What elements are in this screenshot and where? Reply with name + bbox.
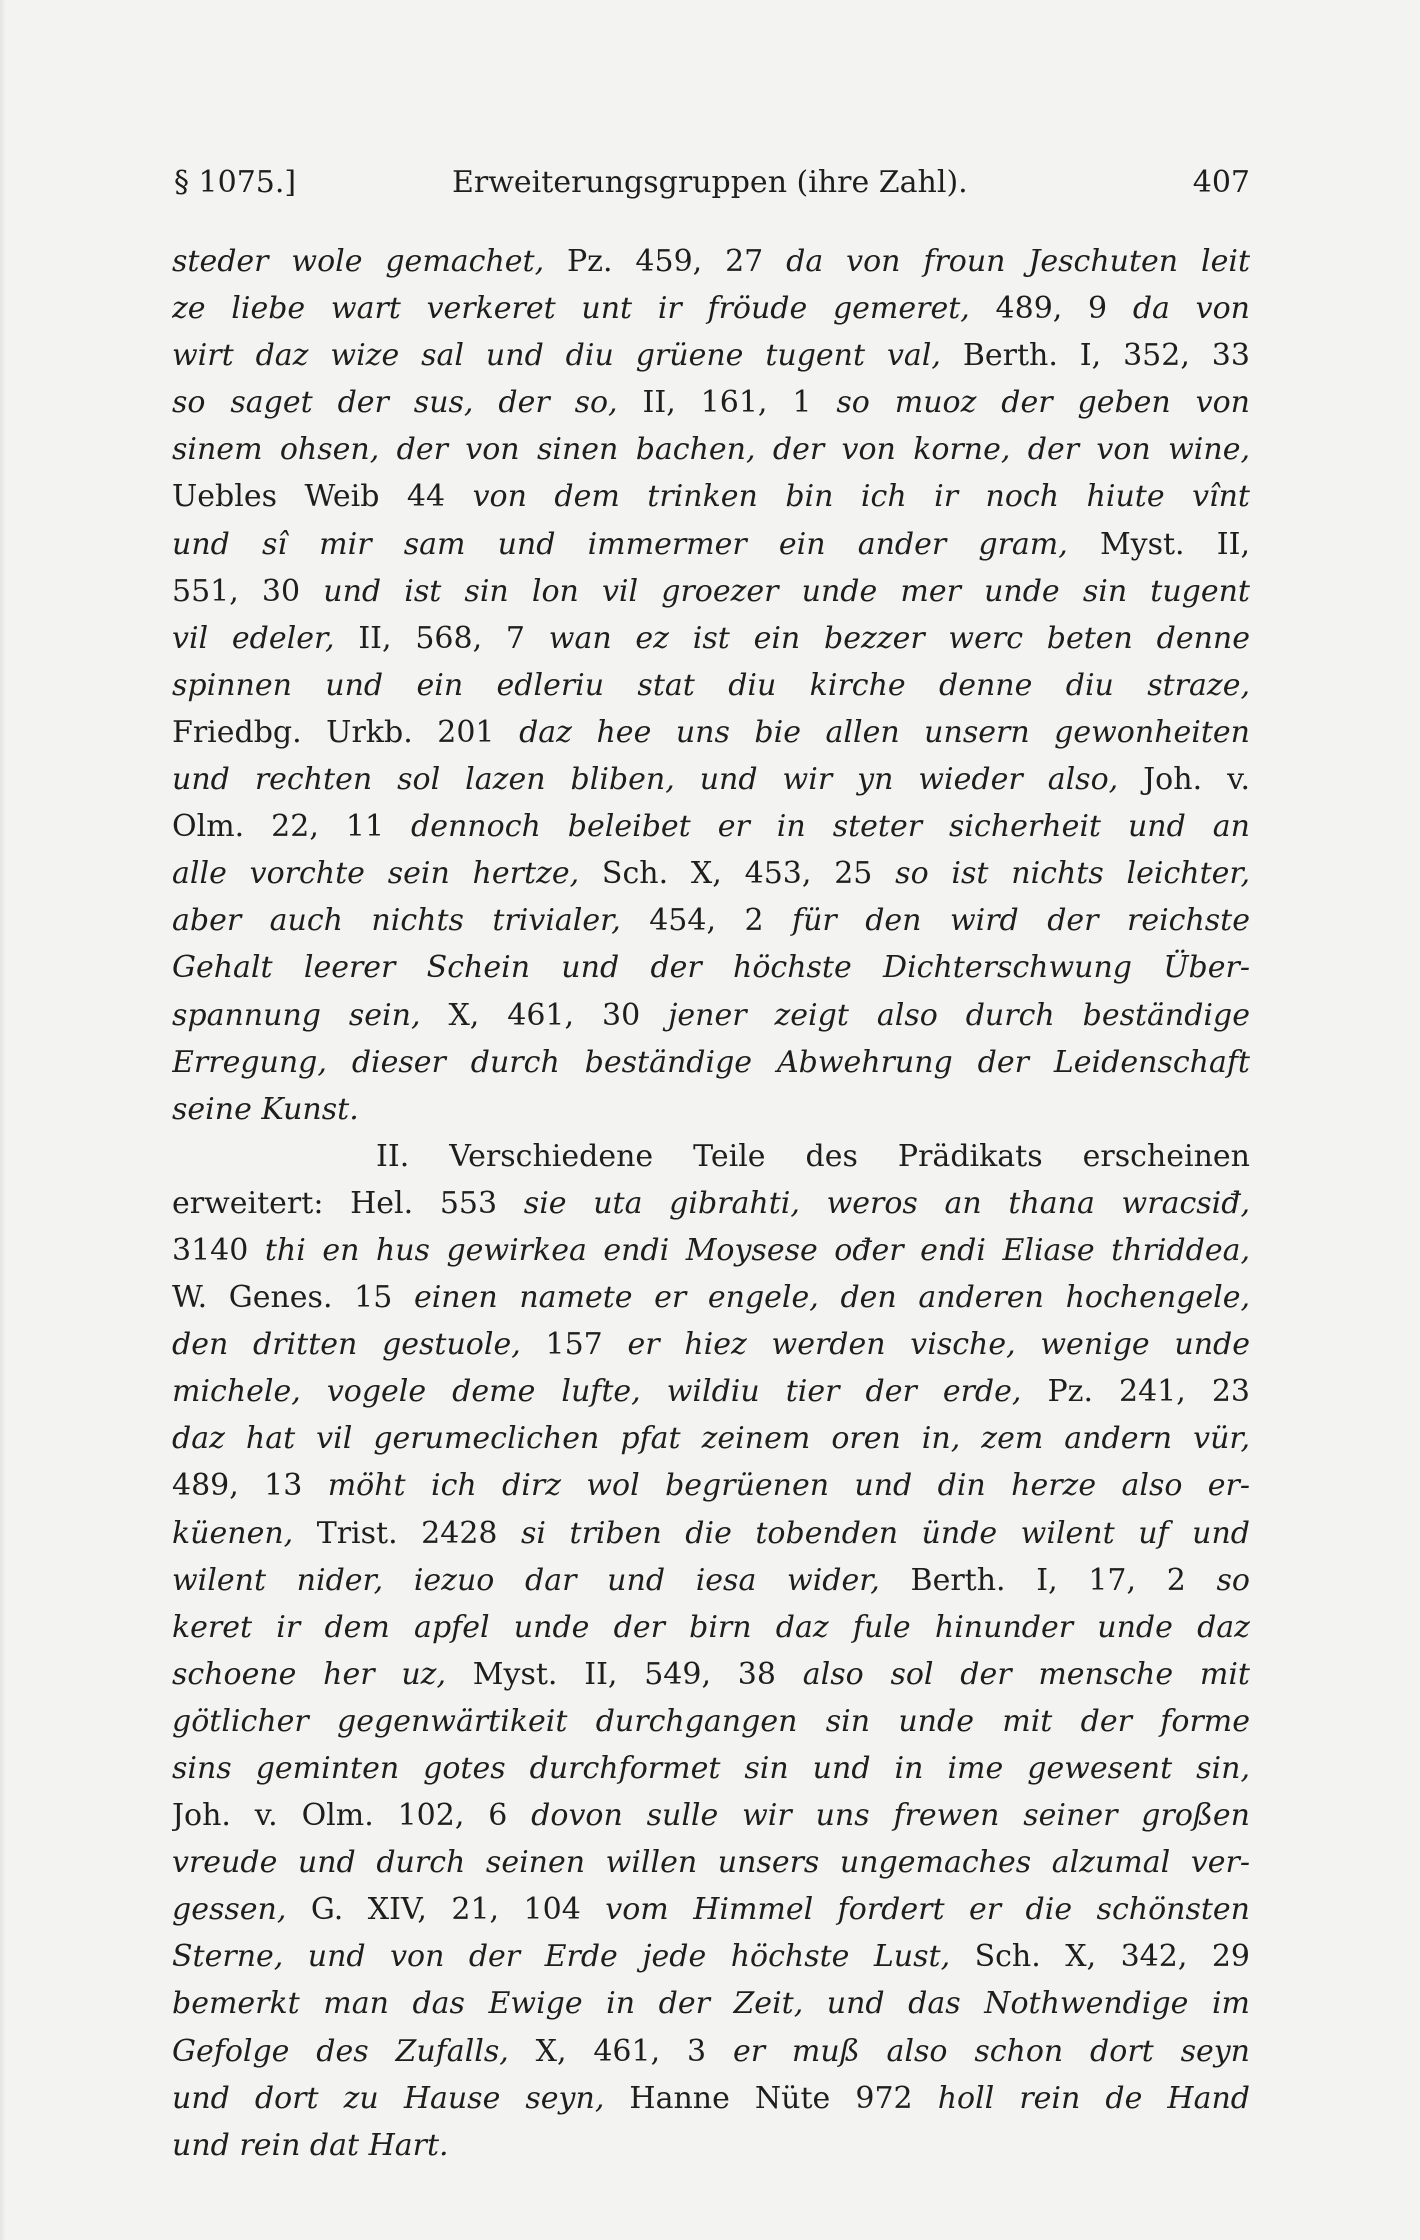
citation-text: 489, 9 (995, 291, 1133, 327)
quoted-text: da von (1132, 291, 1250, 327)
page-edge-shadow (0, 0, 6, 2240)
quoted-text: spinnen und ein edleriu stat diu kirche denne diu straze, (172, 667, 1250, 703)
text-line (172, 473, 1250, 520)
quoted-text: so (1216, 1562, 1250, 1598)
text-line (172, 1792, 1250, 1839)
quoted-text: so muoz der geben von (836, 385, 1250, 421)
quoted-text: und dort zu Hause seyn, (172, 2080, 630, 2116)
text-line (172, 1321, 1250, 1368)
text-line (172, 2122, 1250, 2169)
quoted-text: aber auch nichts trivialer, (172, 903, 650, 939)
text-line (172, 850, 1250, 897)
text-line (172, 944, 1250, 991)
quoted-text: also sol der mensche mit (802, 1656, 1250, 1692)
quoted-text: michele, vogele deme lufte, wildiu tier der erde, (172, 1374, 1048, 1410)
text-line (172, 1557, 1250, 1604)
quoted-text: wilent nider, iezuo dar und iesa wider, (172, 1562, 911, 1598)
text-line (172, 1745, 1250, 1792)
quoted-text: er hiez werden vische, wenige unde (627, 1327, 1250, 1363)
quoted-text: Gefolge des Zufalls, (172, 2033, 536, 2069)
quoted-text: si triben die tobenden ünde wilent uf und (521, 1515, 1250, 1551)
quoted-text: wan ez ist ein bezzer werc beten denne (548, 620, 1250, 656)
citation-text: 551, 30 (172, 573, 324, 609)
running-header (174, 163, 1250, 203)
quoted-text: spannung sein, (172, 997, 449, 1033)
citation-text: G. XIV, 21, 104 (310, 1892, 606, 1928)
section-reference: § 1075.] (174, 165, 297, 200)
quoted-text: so saget der sus, der so, (172, 385, 643, 421)
text-line (172, 1086, 1250, 1133)
quoted-text: schoene her uz, (172, 1656, 473, 1692)
citation-text: erweitert: Hel. 553 (172, 1185, 524, 1221)
citation-text: Berth. I, 17, 2 (910, 1562, 1217, 1598)
text-line (172, 1133, 1250, 1180)
quoted-text: und ist sin lon vil groezer unde mer unde sin tugent (323, 573, 1250, 609)
quoted-text: götlicher gegenwärtikeit durchgangen sin unde mit der forme (172, 1703, 1250, 1739)
text-line (172, 1227, 1250, 1274)
text-line (172, 615, 1250, 662)
citation-text: Hanne Nüte 972 (629, 2080, 938, 2116)
quoted-text: er muß also schon dort seyn (732, 2033, 1250, 2069)
quoted-text: dovon sulle wir uns frewen seiner großen (531, 1798, 1250, 1834)
citation-text: Joh. v. Olm. 102, 6 (172, 1798, 532, 1834)
quoted-text: da von froun Jeschuten leit (786, 244, 1250, 279)
citation-text: Berth. I, 352, 33 (962, 338, 1250, 374)
text-line (172, 662, 1250, 709)
citation-text: X, 461, 3 (535, 2033, 733, 2069)
quoted-text: Erregung, dieser durch beständige Abwehrung der Leidenschaft (172, 1044, 1250, 1080)
body-text (172, 238, 1250, 2169)
quoted-text: alle vorchte sein hertze, (172, 856, 602, 892)
text-line (172, 709, 1250, 756)
quoted-text: und rein dat Hart. (172, 2127, 449, 2163)
quoted-text: keret ir dem apfel unde der birn daz fule hinunder unde daz (172, 1609, 1250, 1645)
quoted-text: von dem trinken bin ich ir noch hiute vînt (472, 479, 1250, 515)
citation-text: Uebles Weib 44 (172, 479, 473, 515)
text-line (172, 992, 1250, 1039)
quoted-text: steder wole gemachet, (172, 244, 567, 279)
citation-text: Pz. 459, 27 (567, 244, 787, 279)
citation-text: II. Verschiedene Teile des Prädikats erscheinen (376, 1138, 1250, 1174)
citation-text: Joh. v. (1143, 762, 1250, 798)
citation-text: 3140 (172, 1232, 265, 1268)
citation-text: Myst. II, 549, 38 (472, 1656, 803, 1692)
quoted-text: daz hee uns bie allen unsern gewonheiten (519, 714, 1250, 750)
text-line (172, 1933, 1250, 1980)
citation-text: W. Genes. 15 (172, 1280, 414, 1316)
quoted-text: möht ich dirz wol begrüenen und din herze also er- (327, 1468, 1250, 1504)
quoted-text: bemerkt man das Ewige in der Zeit, und das Nothwendige im (172, 1986, 1250, 2022)
citation-text: Sch. X, 342, 29 (974, 1939, 1250, 1975)
text-line (172, 1274, 1250, 1321)
text-line (172, 1462, 1250, 1509)
quoted-text: und sî mir sam und immermer ein ander gram, (172, 526, 1100, 562)
quoted-text: für den wird der reichste (791, 903, 1250, 939)
citation-text: II, 568, 7 (358, 620, 549, 656)
text-line (172, 1698, 1250, 1745)
quoted-text: vreude und durch seinen willen unsers ungemaches alzumal ver- (172, 1845, 1250, 1881)
quoted-text: vom Himmel fordert er die schönsten (605, 1892, 1250, 1928)
citation-text: Friedbg. Urkb. 201 (172, 714, 520, 750)
text-line (172, 568, 1250, 615)
text-line (172, 1651, 1250, 1698)
text-line (172, 379, 1250, 426)
text-line (172, 1886, 1250, 1933)
quoted-text: seine Kunst. (172, 1091, 359, 1127)
quoted-text: thi en hus gewirkea endi Moysese ođer endi Eliase thriddea, (264, 1232, 1250, 1268)
citation-text: X, 461, 30 (448, 997, 669, 1033)
text-line (172, 1980, 1250, 2027)
text-line (172, 1839, 1250, 1886)
text-line (172, 1180, 1250, 1227)
text-line (172, 1039, 1250, 1086)
citation-text: Sch. X, 453, 25 (601, 856, 896, 892)
quoted-text: so ist nichts leichter, (895, 856, 1250, 892)
quoted-text: sinem ohsen, der von sinen bachen, der von korne, der von wine, (172, 432, 1250, 468)
quoted-text: sins geminten gotes durchformet sin und in ime gewesent sin, (172, 1751, 1250, 1786)
citation-text: II, 161, 1 (642, 385, 837, 421)
quoted-text: ze liebe wart verkeret unt ir fröude gemeret, (172, 291, 996, 327)
quoted-text: Gehalt leerer Schein und der höchste Dichterschwung Über- (172, 950, 1250, 986)
text-line (172, 1510, 1250, 1557)
page-number: 407 (1192, 165, 1250, 200)
text-line (172, 2028, 1250, 2075)
text-line (172, 1368, 1250, 1415)
citation-text: Olm. 22, 11 (172, 809, 412, 845)
citation-text: 489, 13 (172, 1468, 328, 1504)
quoted-text: den dritten gestuole, (172, 1327, 546, 1363)
text-line (172, 332, 1250, 379)
quoted-text: dennoch beleibet er in steter sicherheit und an (411, 809, 1250, 845)
text-line (172, 521, 1250, 568)
text-line (172, 238, 1250, 285)
text-line (172, 1604, 1250, 1651)
citation-text: Myst. II, (1099, 526, 1250, 562)
citation-text: 454, 2 (649, 903, 792, 939)
text-line (172, 285, 1250, 332)
citation-text: Pz. 241, 23 (1047, 1374, 1250, 1410)
quoted-text: jener zeigt also durch beständige (668, 997, 1250, 1033)
text-line (172, 897, 1250, 944)
quoted-text: holl rein de Hand (937, 2080, 1250, 2116)
text-line (172, 426, 1250, 473)
quoted-text: daz hat vil gerumeclichen pfat zeinem oren in, zem andern vür, (172, 1421, 1250, 1457)
quoted-text: und rechten sol lazen bliben, und wir yn wieder also, (172, 762, 1144, 798)
quoted-text: Sterne, und von der Erde jede höchste Lust, (172, 1939, 975, 1975)
running-title: Erweiterungsgruppen (ihre Zahl). (452, 165, 968, 200)
text-line (172, 1415, 1250, 1462)
text-line (172, 2075, 1250, 2122)
text-line (172, 803, 1250, 850)
quoted-text: einen namete er engele, den anderen hochengele, (413, 1280, 1250, 1316)
quoted-text: küenen, (172, 1515, 317, 1551)
citation-text: 157 (545, 1327, 628, 1363)
citation-text: Trist. 2428 (316, 1515, 522, 1551)
quoted-text: vil edeler, (172, 620, 359, 656)
text-line (172, 756, 1250, 803)
quoted-text: sie uta gibrahti, weros an thana wracsiđ, (523, 1185, 1250, 1221)
quoted-text: gessen, (172, 1892, 311, 1928)
quoted-text: wirt daz wize sal und diu grüene tugent val, (172, 338, 963, 374)
